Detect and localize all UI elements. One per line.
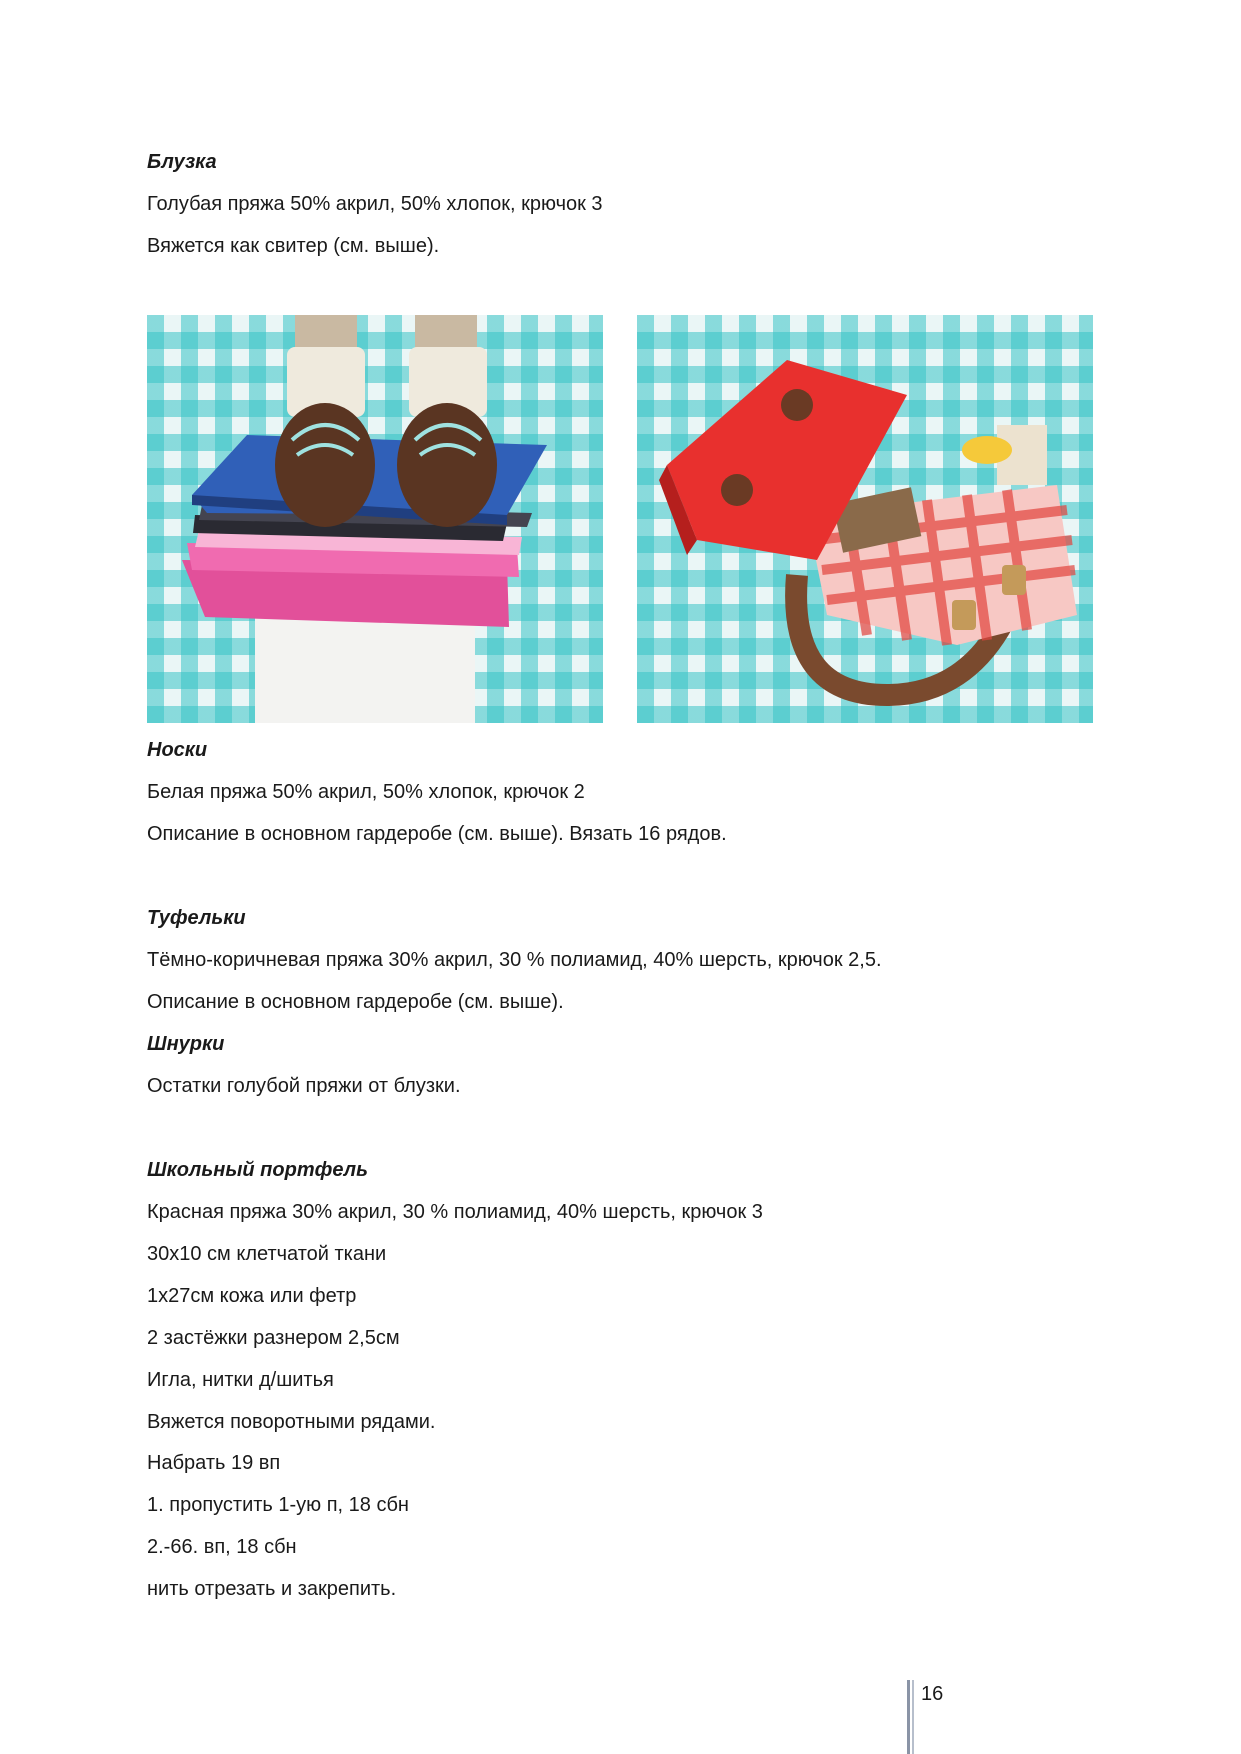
text-line: Игла, нитки д/шитья xyxy=(147,1369,334,1391)
text-line: Белая пряжа 50% акрил, 50% хлопок, крючок 2 xyxy=(147,781,585,803)
text-line: нить отрезать и закрепить. xyxy=(147,1578,397,1600)
section-heading-blouse: Блузка xyxy=(147,151,217,173)
section-heading-shoes: Туфельки xyxy=(147,907,246,929)
text-line: 2.-66. вп, 18 сбн xyxy=(147,1536,297,1558)
text-line: Вяжется поворотными рядами. xyxy=(147,1411,436,1433)
text-line: Вяжется как свитер (см. выше). xyxy=(147,235,440,257)
text-line: Набрать 19 вп xyxy=(147,1452,281,1474)
section-heading-laces: Шнурки xyxy=(147,1033,225,1055)
photo-school-bag xyxy=(637,315,1093,723)
text-line: 2 застёжки разнером 2,5см xyxy=(147,1327,400,1349)
page-number-divider xyxy=(907,1680,910,1754)
section-heading-schoolbag: Школьный портфель xyxy=(147,1159,368,1181)
text-line: 1х27см кожа или фетр xyxy=(147,1285,357,1307)
text-line: Красная пряжа 30% акрил, 30 % полиамид, 40% шерсть, крючок 3 xyxy=(147,1201,763,1223)
text-line: 30х10 см клетчатой ткани xyxy=(147,1243,387,1265)
text-line: Остатки голубой пряжи от блузки. xyxy=(147,1075,461,1097)
text-line: Описание в основном гардеробе (см. выше). Вязать 16 рядов. xyxy=(147,823,727,845)
page-number-divider xyxy=(912,1680,914,1754)
section-heading-socks: Носки xyxy=(147,739,208,761)
photo-shoes-on-books xyxy=(147,315,603,723)
text-line: 1. пропустить 1-ую п, 18 сбн xyxy=(147,1494,409,1516)
page-number: 16 xyxy=(921,1683,944,1705)
text-line: Тёмно-коричневая пряжа 30% акрил, 30 % полиамид, 40% шерсть, крючок 2,5. xyxy=(147,949,882,971)
text-line: Описание в основном гардеробе (см. выше). xyxy=(147,991,564,1013)
text-line: Голубая пряжа 50% акрил, 50% хлопок, крючок 3 xyxy=(147,193,603,215)
